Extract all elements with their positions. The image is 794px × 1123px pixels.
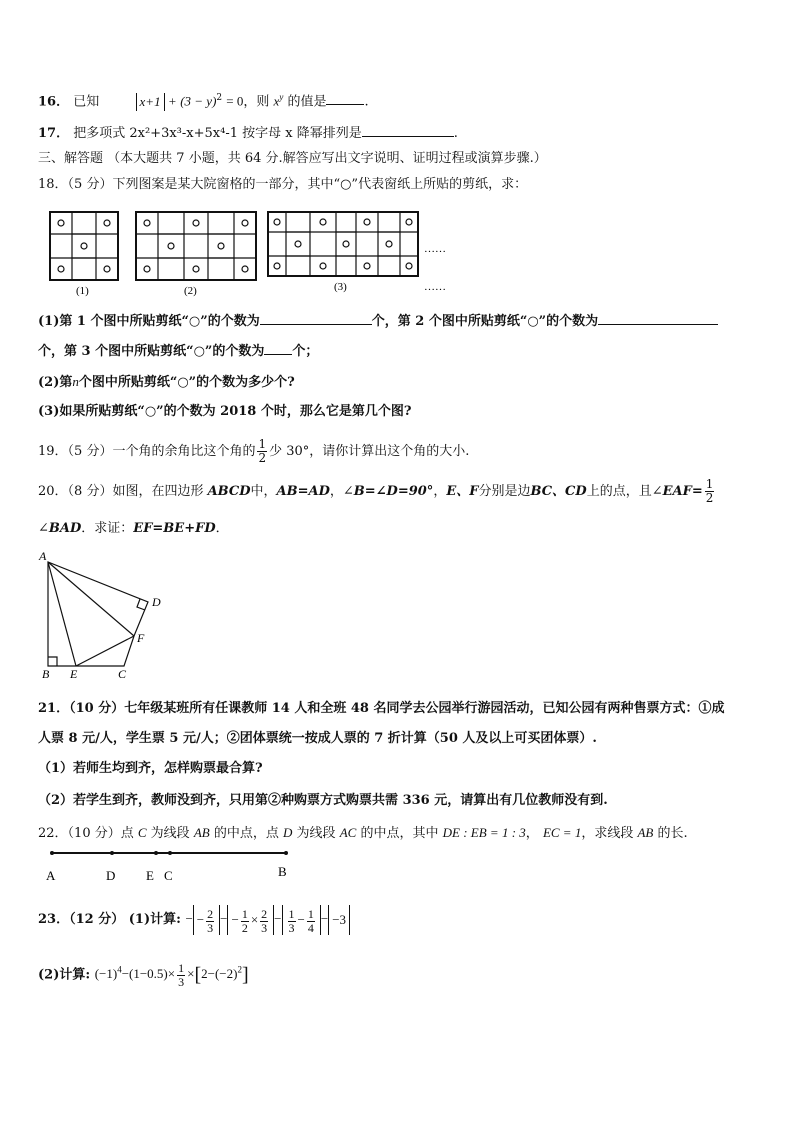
q16-line: 16． 已知 $x+1 + (3 - y)^2 = 0$，则 $x^y$ 的值是 . [38,92,369,110]
q20-quadrilateral-figure [36,550,166,682]
q22-line: 22．（10 分）点 C 为线段 AB 的中点，点 D 为线段 AC 的中点，其中 DE : EB = 1 : 3， EC = 1，求线段 AB 的长. [38,825,688,841]
q23-part2-line: (2)计算: $(-1)^4-(1-0.5)\times$ $\frac{1}{3}$ $\times[2-(-2)^2]$ [38,960,249,989]
q23-expr1: − − $\frac{2}{3}$ − − $\frac{1}{2}$ × $\frac{2}{3}$ − $\frac{1}{3}$ − $\frac{1}{4}$ − −3 [185,911,350,926]
q20-line1: 20．（8 分）如图，在四边形 ABCD中，AB=AD，∠B=∠D=90°，E、F分别是边BC、CD上的点，且∠EAF= $\frac{1}{2}$ [38,477,714,505]
q18-blank-1[interactable] [260,312,372,325]
label-D: D [152,595,161,609]
fig-dots-1: …… [424,243,446,255]
fig-dots-2: …… [424,281,446,293]
q18-blank-2[interactable] [598,312,718,325]
seg-label-D: D [106,868,116,883]
label-F: F [137,631,145,645]
q20-fraction: $\frac{1}{2}$ [705,477,714,505]
fig-label-3: (3) [334,281,347,293]
q16-pre: 已知 [73,94,100,110]
q16-number: 16． [38,94,70,110]
q17-answer-blank[interactable] [362,124,454,137]
q18-blank-3[interactable] [264,342,292,355]
section-3-title: 三、解答题 [38,151,104,166]
seg-label-C: C [164,868,173,883]
label-B: B [42,667,50,681]
q18-part3: (3)如果所贴剪纸“○”的个数为 2018 个时，那么它是第几个图? [38,404,412,419]
seg-label-E: E [146,868,154,883]
q19-fraction: $\frac{1}{2}$ [258,437,267,465]
q21-sub1: （1）若师生均到齐，怎样购票最合算? [38,761,263,776]
q17-line: 17． 把多项式 2x²+3x³-x+5x⁴-1 按字母 x 降幂排列是 . [38,126,458,141]
q18-part2: (2)第n个图中所贴剪纸“○”的个数为多少个? [38,374,295,390]
label-E: E [70,667,78,681]
q16-paren: (3 − y) [180,93,217,109]
section-3-heading [38,150,547,168]
q20-line2: ∠BAD．求证：EF=BE+FD． [38,521,229,536]
q16-answer-blank[interactable] [326,92,364,105]
fig-label-2: (2) [184,285,197,297]
q18-header: 18．（5 分）下列图案是某大院窗格的一部分，其中“○”代表窗纸上所贴的剪纸，求： [38,177,528,192]
label-A: A [39,550,47,563]
q21-line2: 人票 8 元/人，学生票 5 元/人；②团体票统一按成人票的 7 折计算（50 人及以上可买团体票）. [38,731,597,746]
q21-line1: 21．（10 分）七年级某班所有任课教师 14 人和全班 48 名同学去公园举行游园活动，已知公园有两种售票方式：①成 [38,701,725,716]
seg-label-A: A [46,868,56,883]
fig-label-1: (1) [76,285,89,297]
section-3-note: （本大题共 7 小题，共 64 分.解答应写出文字说明、证明过程或演算步骤.） [107,151,547,166]
q22-segment-figure [40,846,300,886]
q16-abs: x+1 [136,93,165,111]
q17-text: 把多项式 2x²+3x³-x+5x⁴-1 按字母 x 降幂排列是 [73,126,362,141]
q23-header-line: 23．（12 分） (1)计算: − − $\frac{2}{3}$ − − $\frac{1}{2}$ × $\frac{2}{3}$ − $\frac{1}{3}$ − $\frac{1}{4}$ − −3 [38,904,350,935]
q19-line: 19．（5 分）一个角的余角比这个角的 $\frac{1}{2}$ 少 30°，请你计算出这个角的大小. [38,437,470,465]
seg-label-B: B [278,864,287,879]
q18-part1-line1: (1)第 1 个图中所贴剪纸“○”的个数为 个，第 2 个图中所贴剪纸“○”的个数为 [38,312,718,331]
q18-window-figures [46,208,466,300]
q18-part1-line2: 个，第 3 个图中所贴剪纸“○”的个数为 个； [38,344,319,359]
q21-sub2: （2）若学生到齐，教师没到齐，只用第②种购票方式购票共需 336 元，请算出有几位教师没有到. [38,793,608,808]
q23-expr2: $(-1)^4-(1-0.5)\times$ $\frac{1}{3}$ $\times[2-(-2)^2]$ [94,960,249,989]
label-C: C [118,667,127,681]
